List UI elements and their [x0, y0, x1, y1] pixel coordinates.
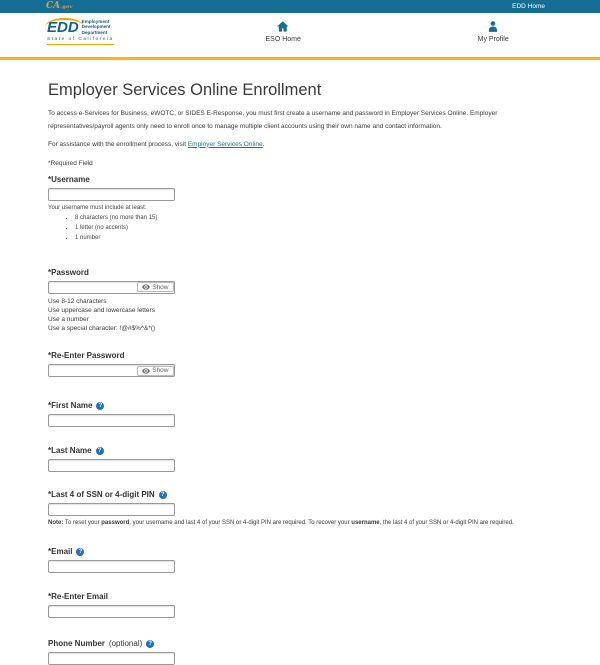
- edd-logo-acronym: EDD: [47, 18, 79, 35]
- ca-gov-logo[interactable]: [46, 0, 73, 13]
- nav-my-profile-label: My Profile: [478, 36, 509, 43]
- required-field-note: *Required Field: [48, 160, 560, 167]
- ssn-pin-label: [48, 490, 560, 500]
- phone-input[interactable]: [48, 652, 175, 665]
- assistance-line: [48, 140, 560, 150]
- username-requirement: • 8 characters (no more than 15): [75, 215, 560, 222]
- edd-logo[interactable]: [47, 18, 114, 45]
- home-icon: [277, 20, 290, 33]
- email-label-text: *Email: [48, 547, 72, 557]
- password-requirement: Use a special character: !@#$%^&*(): [48, 324, 560, 333]
- eye-icon: [142, 284, 150, 290]
- username-requirements-list: [48, 215, 560, 242]
- username-hint-title: Your username must include at least:: [48, 205, 560, 211]
- reenter-email-label-text: *Re-Enter Email: [48, 592, 108, 602]
- assistance-prefix: For assistance with the enrollment process, visit: [48, 141, 188, 148]
- nav-my-profile[interactable]: [478, 20, 509, 43]
- password-requirement: Use uppercase and lowercase letters: [48, 306, 560, 315]
- show-reenter-password-button[interactable]: [137, 366, 173, 376]
- username-label-text: *Username: [48, 175, 90, 185]
- edd-logo-line3: Department: [82, 30, 111, 35]
- phone-label: [48, 639, 560, 649]
- email-label: [48, 547, 560, 557]
- last-name-group: [48, 446, 560, 472]
- nav-eso-home-label: ESO Home: [265, 36, 300, 43]
- assistance-suffix: .: [263, 141, 265, 148]
- eye-icon: [142, 368, 150, 374]
- username-group: [48, 175, 560, 242]
- password-label: [48, 268, 560, 278]
- password-requirement: Use 8-12 characters: [48, 297, 560, 306]
- email-input[interactable]: [48, 560, 175, 573]
- ssn-pin-help-icon[interactable]: ?: [159, 491, 167, 499]
- reenter-password-label-text: *Re-Enter Password: [48, 351, 124, 361]
- edd-logo-line2: Development: [82, 24, 111, 29]
- utility-bar: [0, 0, 600, 13]
- password-requirement: Use a number: [48, 315, 560, 324]
- phone-optional-text: (optional): [109, 639, 142, 649]
- intro-paragraph: To access e-Services for Business, eWOTC, or SIDES E-Response, you must first create a username and password in Employer Services Online. Employer representatives/payroll agents only need to enroll once to manage multiple client accounts using their own name and contact information.: [48, 107, 560, 133]
- ca-gov-ca: CA: [46, 1, 60, 11]
- phone-help-icon[interactable]: ?: [146, 640, 154, 648]
- username-input[interactable]: [48, 188, 175, 201]
- show-password-label: Show: [152, 284, 168, 291]
- reenter-password-group: [48, 351, 560, 377]
- first-name-input[interactable]: [48, 414, 175, 427]
- first-name-help-icon[interactable]: ?: [96, 402, 104, 410]
- phone-group: [48, 639, 560, 665]
- ssn-pin-label-text: *Last 4 of SSN or 4-digit PIN: [48, 490, 155, 500]
- edd-logo-department-lines: [82, 19, 111, 35]
- password-requirements: [48, 297, 560, 334]
- show-reenter-password-label: Show: [152, 367, 168, 374]
- last-name-label-text: *Last Name: [48, 446, 92, 456]
- email-help-icon[interactable]: ?: [76, 548, 84, 556]
- password-label-text: *Password: [48, 268, 89, 278]
- reenter-email-label: [48, 592, 560, 602]
- gold-divider: [0, 57, 600, 60]
- password-group: [48, 268, 560, 334]
- username-label: [48, 175, 560, 185]
- edd-logo-line1: Employment: [82, 19, 111, 24]
- nav-eso-home[interactable]: [265, 20, 300, 43]
- ca-gov-gov: .gov: [60, 4, 73, 10]
- page-title: Employer Services Online Enrollment: [48, 81, 560, 100]
- phone-label-text: Phone Number: [48, 639, 105, 649]
- edd-home-link[interactable]: EDD Home: [512, 3, 545, 10]
- email-group: [48, 547, 560, 573]
- edd-logo-state: State of California: [47, 37, 114, 45]
- reenter-email-input[interactable]: [48, 605, 175, 618]
- site-header: [0, 13, 600, 57]
- reenter-email-group: [48, 592, 560, 618]
- reenter-password-label: [48, 351, 560, 361]
- last-name-input[interactable]: [48, 459, 175, 472]
- ssn-pin-note: Note: To reset your password, your username and last 4 of your SSN or 4-digit PIN are required. To recover your username, the last 4 of your SSN or 4-digit PIN are required.: [48, 520, 560, 526]
- first-name-label: [48, 401, 560, 411]
- show-password-button[interactable]: [137, 282, 173, 292]
- employer-services-online-link[interactable]: Employer Services Online: [188, 141, 263, 148]
- last-name-label: [48, 446, 560, 456]
- username-requirement: • 1 number: [75, 235, 560, 242]
- main-content: [48, 81, 560, 665]
- first-name-label-text: *First Name: [48, 401, 92, 411]
- last-name-help-icon[interactable]: ?: [96, 447, 104, 455]
- first-name-group: [48, 401, 560, 427]
- ssn-pin-group: [48, 490, 560, 526]
- person-icon: [487, 20, 500, 33]
- username-requirement: • 1 letter (no accents): [75, 225, 560, 232]
- ssn-pin-input[interactable]: [48, 503, 175, 516]
